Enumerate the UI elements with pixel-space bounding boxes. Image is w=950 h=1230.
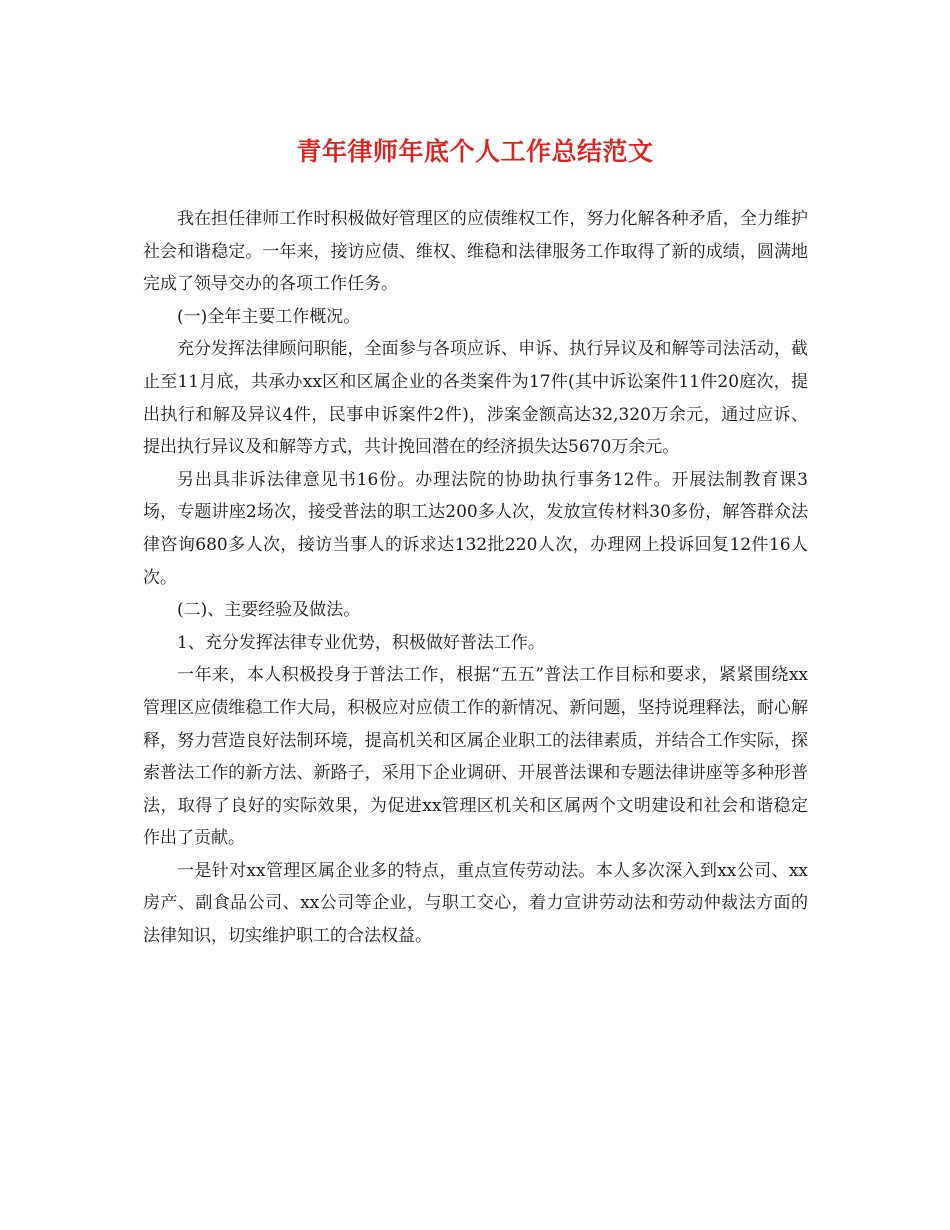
paragraph-intro: 我在担任律师工作时积极做好管理区的应债维权工作，努力化解各种矛盾，全力维护社会和谐稳定。一年来，接访应债、维权、维稳和法律服务工作取得了新的成绩，圆满地完成了领导交办的各项工作任务。 [143, 209, 808, 295]
section-heading-overview: (一)全年主要工作概况。 [177, 306, 361, 327]
section-heading-experience: (二)、主要经验及做法。 [177, 600, 361, 621]
paragraph-other-work: 另出具非诉法律意见书16份。办理法院的协助执行事务12件。开展法制教育课3场，专题讲座2场次，接受普法的职工达200多人次，发放宣传材料30多份，解答群众法律咨询680多人次，接访当事人的诉求达132批220人次，办理网上投诉回复12件16人次。 [143, 469, 808, 588]
subsection-heading-legal-education: 1、充分发挥法律专业优势，积极做好普法工作。 [177, 632, 545, 653]
document-title: 青年律师年底个人工作总结范文 [296, 137, 654, 166]
paragraph-labor-law: 一是针对xx管理区属企业多的特点，重点宣传劳动法。本人多次深入到xx公司、xx房产、副食品公司、xx公司等企业，与职工交心，着力宣讲劳动法和劳动仲裁法方面的法律知识，切实维护职工的合法权益。 [143, 860, 808, 947]
paragraph-cases: 充分发挥法律顾问职能，全面参与各项应诉、申诉、执行异议及和解等司法活动，截止至11月底，共承办xx区和区属企业的各类案件为17件(其中诉讼案件11件20庭次，提出执行和解及异议4件，民事申诉案件2件)，涉案金额高达32,320万余元，通过应诉、提出执行异议及和解等方式，共计挽回潜在的经济损失达5670万余元。 [143, 339, 808, 458]
paragraph-legal-education: 一年来，本人积极投身于普法工作，根据“五五”普法工作目标和要求，紧紧围绕xx管理区应债维稳工作大局，积极应对应债工作的新情况、新问题，坚持说理释法，耐心解释，努力营造良好法制环境，提高机关和区属企业职工的法律素质，并结合工作实际，探索普法工作的新方法、新路子，采用下企业调研、开展普法课和专题法律讲座等多种形普法，取得了良好的实际效果，为促进xx管理区机关和区属两个文明建设和社会和谐稳定作出了贡献。 [143, 665, 808, 849]
document-body [143, 203, 808, 953]
